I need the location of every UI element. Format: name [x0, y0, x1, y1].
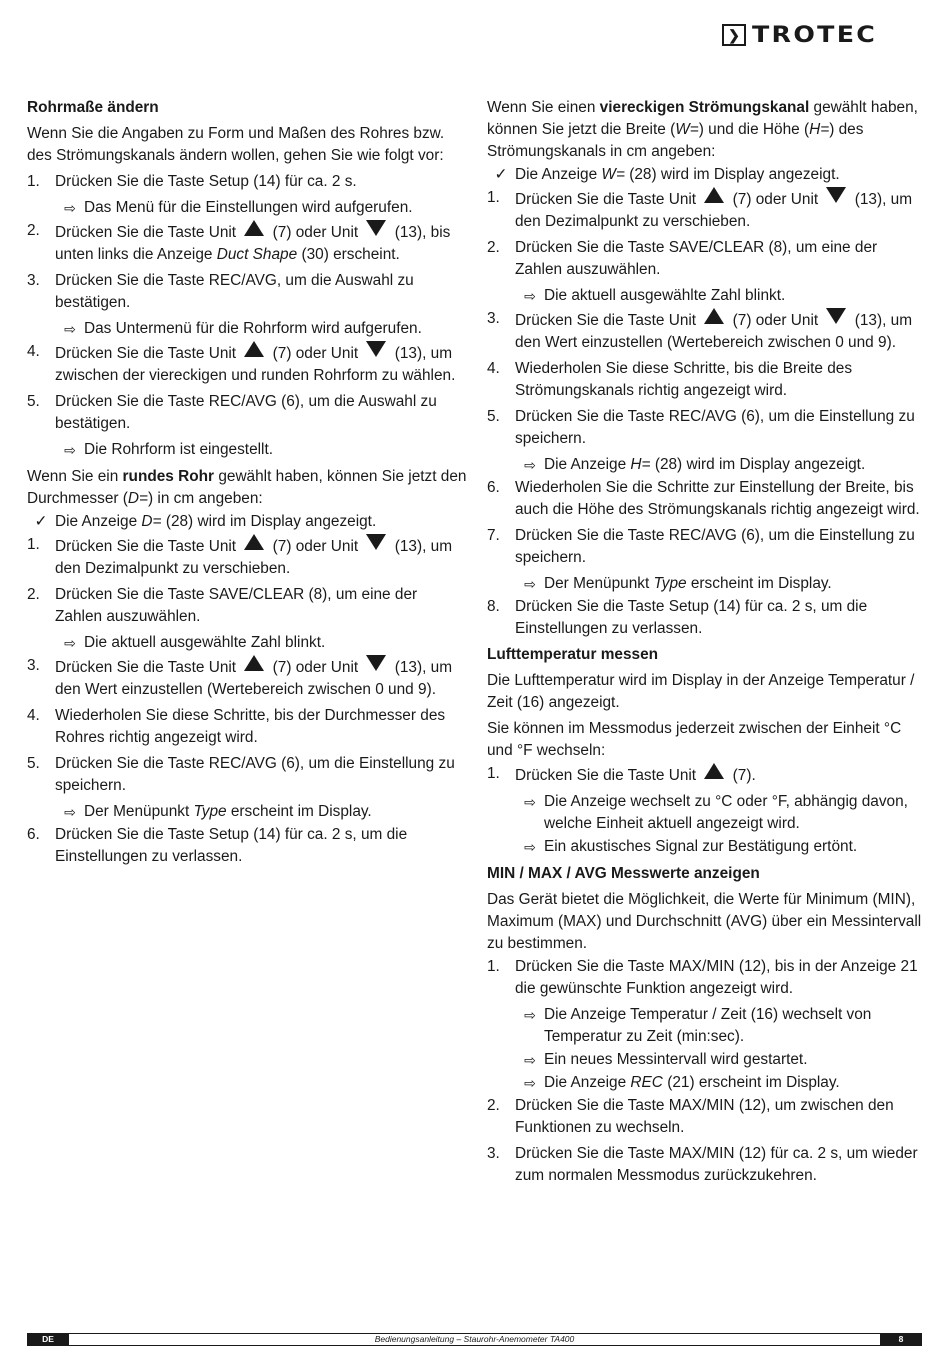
chevron-icon: ❯ — [728, 26, 740, 43]
result-line: ⇨ Die Anzeige H= (28) wird im Display angezeigt. — [487, 454, 925, 476]
triangle-down-icon — [826, 187, 846, 203]
arrow-right-icon: ⇨ — [524, 1052, 536, 1068]
list-item: 1. Drücken Sie die Taste Setup (14) für ca. 2 s. — [27, 173, 357, 190]
arrow-right-icon: ⇨ — [524, 839, 536, 855]
trotec-logo — [722, 22, 922, 48]
left-column — [27, 97, 467, 872]
list-item: 1. Drücken Sie die Taste Unit (7). — [487, 765, 756, 784]
list-item: 3. Drücken Sie die Taste REC/AVG, um die Auswahl zu bestätigen. — [27, 272, 414, 311]
result-line: ⇨ Ein neues Messintervall wird gestartet. — [487, 1049, 925, 1071]
document-title: Bedienungsanleitung – Staurohr-Anemometer TA400 — [374, 1334, 575, 1344]
triangle-down-icon — [366, 655, 386, 671]
triangle-up-icon — [244, 341, 264, 357]
list-item: 3. Drücken Sie die Taste Unit (7) oder Unit (13), um den Wert einzustellen (Wertebereich zwischen 0 und 9). — [27, 657, 453, 698]
result-line: ⇨ Das Menü für die Einstellungen wird aufgerufen. — [27, 197, 467, 219]
paragraph: Wenn Sie die Angaben zu Form und Maßen des Rohres bzw. des Strömungskanals ändern wollen, gehen Sie wie folgt vor: — [27, 125, 445, 164]
paragraph: Wenn Sie einen viereckigen Strömungskanal gewählt haben, können Sie jetzt die Breite (W=) und die Höhe (H=) des Strömungskanals in cm angeben: — [487, 99, 918, 160]
list-item: 2. Drücken Sie die Taste SAVE/CLEAR (8), um eine der Zahlen auszuwählen. — [487, 239, 878, 278]
arrow-right-icon: ⇨ — [64, 635, 76, 651]
list-item: 1. Drücken Sie die Taste MAX/MIN (12), bis in der Anzeige 21 die gewünschte Funktion angezeigt wird. — [487, 958, 918, 997]
arrow-right-icon: ⇨ — [524, 794, 536, 810]
list-item: 7. Drücken Sie die Taste REC/AVG (6), um die Einstellung zu speichern. — [487, 527, 915, 566]
section-heading-lufttemperatur: Lufttemperatur messen — [487, 646, 659, 663]
result-line: ⇨ Ein akustisches Signal zur Bestätigung ertönt. — [487, 836, 925, 858]
page-number: 8 — [880, 1334, 922, 1345]
result-line: ⇨ Der Menüpunkt Type erscheint im Display. — [27, 801, 467, 823]
result-line: ⇨ Die aktuell ausgewählte Zahl blinkt. — [27, 632, 467, 654]
list-item: 4. Wiederholen Sie diese Schritte, bis die Breite des Strömungskanals richtig angezeigt wird. — [487, 360, 853, 399]
result-line: ⇨ Das Untermenü für die Rohrform wird aufgerufen. — [27, 318, 467, 340]
list-item: 1. Drücken Sie die Taste Unit (7) oder Unit (13), um den Dezimalpunkt zu verschieben. — [27, 536, 453, 577]
logo-chevron-icon — [722, 24, 746, 46]
page-footer — [27, 1333, 922, 1346]
result-line: ⇨ Die Anzeige REC (21) erscheint im Display. — [487, 1072, 925, 1094]
list-item: 5. Drücken Sie die Taste REC/AVG (6), um die Auswahl zu bestätigen. — [27, 393, 437, 432]
checkmark-icon: ✓ — [494, 166, 508, 183]
arrow-right-icon: ⇨ — [524, 1007, 536, 1023]
precondition-line: ✓ Die Anzeige D= (28) wird im Display angezeigt. — [27, 511, 467, 533]
triangle-up-icon — [244, 534, 264, 550]
list-item: 6. Drücken Sie die Taste Setup (14) für ca. 2 s, um die Einstellungen zu verlassen. — [27, 826, 408, 865]
paragraph: Sie können im Messmodus jederzeit zwischen der Einheit °C und °F wechseln: — [487, 720, 902, 759]
precondition-line: ✓ Die Anzeige W= (28) wird im Display angezeigt. — [487, 164, 925, 186]
triangle-up-icon — [704, 763, 724, 779]
result-line: ⇨ Die aktuell ausgewählte Zahl blinkt. — [487, 285, 925, 307]
paragraph: Wenn Sie ein rundes Rohr gewählt haben, können Sie jetzt den Durchmesser (D=) in cm angeben: — [27, 468, 467, 507]
list-item: 3. Drücken Sie die Taste Unit (7) oder Unit (13), um den Wert einzustellen (Wertebereich zwischen 0 und 9). — [487, 310, 913, 351]
triangle-up-icon — [704, 187, 724, 203]
language-badge: DE — [27, 1334, 69, 1345]
arrow-right-icon: ⇨ — [64, 200, 76, 216]
result-line: ⇨ Die Anzeige wechselt zu °C oder °F, abhängig davon, welche Einheit aktuell angezeigt wird. — [487, 791, 925, 835]
brand-name: TROTEC — [752, 22, 878, 48]
list-item: 2. Drücken Sie die Taste Unit (7) oder Unit (13), bis unten links die Anzeige Duct Shape (30) erscheint. — [27, 222, 451, 263]
list-item: 5. Drücken Sie die Taste REC/AVG (6), um die Einstellung zu speichern. — [27, 755, 455, 794]
triangle-up-icon — [244, 655, 264, 671]
list-item: 2. Drücken Sie die Taste MAX/MIN (12), um zwischen den Funktionen zu wechseln. — [487, 1097, 894, 1136]
result-line: ⇨ Der Menüpunkt Type erscheint im Display. — [487, 573, 925, 595]
triangle-down-icon — [826, 308, 846, 324]
triangle-down-icon — [366, 220, 386, 236]
arrow-right-icon: ⇨ — [524, 288, 536, 304]
list-item: 8. Drücken Sie die Taste Setup (14) für ca. 2 s, um die Einstellungen zu verlassen. — [487, 598, 868, 637]
list-item: 3. Drücken Sie die Taste MAX/MIN (12) für ca. 2 s, um wieder zum normalen Messmodus zurückzukehren. — [487, 1145, 918, 1184]
list-item: 2. Drücken Sie die Taste SAVE/CLEAR (8), um eine der Zahlen auszuwählen. — [27, 586, 418, 625]
arrow-right-icon: ⇨ — [524, 457, 536, 473]
list-item: 4. Drücken Sie die Taste Unit (7) oder Unit (13), um zwischen der viereckigen und runden Rohrform zu wählen. — [27, 343, 456, 384]
arrow-right-icon: ⇨ — [64, 442, 76, 458]
list-item: 4. Wiederholen Sie diese Schritte, bis der Durchmesser des Rohres richtig angezeigt wird. — [27, 707, 446, 746]
arrow-right-icon: ⇨ — [64, 321, 76, 337]
checkmark-icon: ✓ — [34, 513, 48, 530]
right-column — [487, 97, 925, 1191]
list-item: 6. Wiederholen Sie die Schritte zur Einstellung der Breite, bis auch die Höhe des Strömungskanals richtig angezeigt wird. — [487, 479, 920, 518]
triangle-down-icon — [366, 341, 386, 357]
result-line: ⇨ Die Anzeige Temperatur / Zeit (16) wechselt von Temperatur zu Zeit (min:sec). — [487, 1004, 925, 1048]
list-item: 5. Drücken Sie die Taste REC/AVG (6), um die Einstellung zu speichern. — [487, 408, 915, 447]
arrow-right-icon: ⇨ — [524, 576, 536, 592]
paragraph: Die Lufttemperatur wird im Display in der Anzeige Temperatur / Zeit (16) angezeigt. — [487, 672, 915, 711]
section-heading-min-max-avg: MIN / MAX / AVG Messwerte anzeigen — [487, 865, 760, 882]
paragraph: Das Gerät bietet die Möglichkeit, die Werte für Minimum (MIN), Maximum (MAX) und Durchschnitt (AVG) über ein Messintervall zu bestimmen. — [487, 891, 922, 952]
result-line: ⇨ Die Rohrform ist eingestellt. — [27, 439, 467, 461]
arrow-right-icon: ⇨ — [64, 804, 76, 820]
triangle-down-icon — [366, 534, 386, 550]
triangle-up-icon — [704, 308, 724, 324]
arrow-right-icon: ⇨ — [524, 1075, 536, 1091]
list-item: 1. Drücken Sie die Taste Unit (7) oder Unit (13), um den Dezimalpunkt zu verschieben. — [487, 189, 913, 230]
section-heading-rohrmasse: Rohrmaße ändern — [27, 99, 159, 116]
triangle-up-icon — [244, 220, 264, 236]
